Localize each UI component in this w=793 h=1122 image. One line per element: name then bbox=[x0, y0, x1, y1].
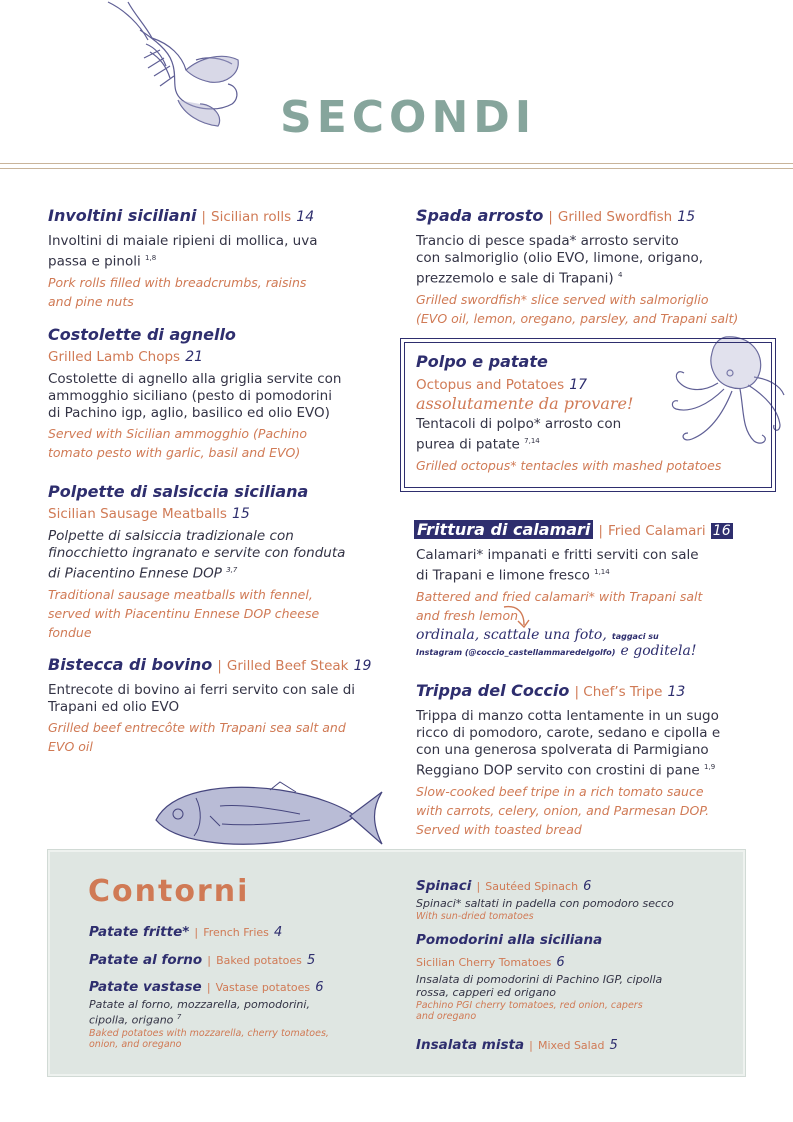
dish-price: 19 bbox=[353, 658, 372, 674]
fish-illustration bbox=[150, 772, 385, 860]
dish-name: Involtini siciliani bbox=[48, 206, 197, 225]
dish-polpo: Polpo e patate Octopus and Potatoes 17 assolutamente da provare! Tentacoli di polpo* arrosto con purea di patate $^{7,14}$ Grilled octopus* tentacles with mashed potatoes bbox=[416, 352, 761, 475]
side-patate-forno: Patate al forno | Baked potatoes 5 bbox=[89, 952, 316, 968]
dish-price: 15 bbox=[231, 506, 250, 522]
dish-english-name: Octopus and Potatoes bbox=[416, 377, 565, 393]
dish-english-name: | Chef’s Tripe bbox=[574, 684, 663, 700]
lobster-illustration bbox=[100, 0, 250, 140]
dish-english-name: Fried Calamari bbox=[607, 523, 706, 539]
dish-name: Trippa del Coccio bbox=[416, 681, 570, 700]
dish-costolette: Costolette di agnello Grilled Lamb Chops 21 Costolette di agnello alla griglia servite con ammogghio siciliano (pesto di pomodorini di Pachino igp, aglio, basilico ed olio EVO) Served with Sicilian ammogghio (Pachino tomato pesto with garlic, basil and EVO) bbox=[48, 325, 388, 462]
dish-name: Spada arrosto bbox=[416, 206, 544, 225]
dish-english-name: Grilled Lamb Chops bbox=[48, 349, 181, 365]
side-pomodorini: Pomodorini alla siciliana Sicilian Cherry Tomatoes 6 Insalata di pomodorini di Pachino IGP, cipolla rossa, capperi ed origano Pachino PGI cherry tomatoes, red onion, capers and oregano bbox=[416, 932, 663, 1022]
dish-price: 13 bbox=[667, 684, 686, 700]
dish-frittura: Frittura di calamari | Fried Calamari 16 Calamari* impanati e fritti serviti con sale di Trapani e limone fresco $^{1,14}$ Battered and fried calamari* with Trapani salt and fresh lemon bbox=[416, 520, 731, 623]
dish-name: Polpette di salsiccia siciliana bbox=[48, 482, 309, 501]
dish-bistecca: Bistecca di bovino | Grilled Beef Steak 19 Entrecote di bovino ai ferri servito con sale di Trapani ed olio EVO Grilled beef entrecôte with Trapani sea salt and EVO oil bbox=[48, 655, 372, 754]
dish-polpette: Polpette di salsiccia siciliana Sicilian Sausage Meatballs 15 Polpette di salsiccia tradizionale con finocchietto ingranato e servite con fonduta di Piacentino Ennese DOP $^{3,7}$ Traditional sausage meatballs with fennel, served with Piacentinu Ennese DOP cheese fondue bbox=[48, 482, 388, 642]
dish-price: 14 bbox=[296, 209, 315, 225]
dish-name: Frittura di calamari bbox=[414, 520, 593, 539]
instagram-promo: ordinala, scattale una foto, taggaci su bbox=[416, 627, 659, 643]
dish-involtini: Involtini siciliani | Sicilian rolls 14 Involtini di maiale ripieni di mollica, uva passa e pinoli $^{1,8}$ Pork rolls filled with breadcrumbs, raisins and pine nuts bbox=[48, 206, 318, 309]
dish-english-name: Sicilian rolls bbox=[211, 209, 292, 225]
dish-name: Costolette di agnello bbox=[48, 325, 236, 344]
dish-price: 21 bbox=[185, 349, 204, 365]
side-spinaci: Spinaci | Sautéed Spinach 6 Spinaci* saltati in padella con pomodoro secco With sun-dried tomatoes bbox=[416, 878, 674, 922]
dish-english-name: Grilled Swordfish bbox=[557, 209, 673, 225]
dish-english-name: Grilled Beef Steak bbox=[226, 658, 349, 674]
instagram-promo-line2: Instagram (@coccio_castellammaredelgolfo) e goditela! bbox=[416, 643, 697, 659]
dish-trippa: Trippa del Coccio | Chef’s Tripe 13 Trippa di manzo cotta lentamente in un sugo ricco di pomodoro, carote, sedano e cipolla e con una generosa spolverata di Parmigiano Reggiano DOP servito con crostini di pane $^{1,9}$ Slow-cooked beef tripe in a rich tomato sauce with carrots, celery, onion, and Parmesan DOP. Served with toasted bread bbox=[416, 681, 721, 837]
side-patate-fritte: Patate fritte* | French Fries 4 bbox=[89, 924, 283, 940]
dish-price: 16 bbox=[712, 523, 731, 539]
dish-name: Polpo e patate bbox=[416, 352, 548, 371]
instagram-handle: Instagram (@coccio_castellammaredelgolfo) bbox=[416, 648, 616, 657]
dish-name: Bistecca di bovino bbox=[48, 655, 213, 674]
page-title: SECONDI bbox=[280, 92, 537, 143]
section-title-contorni: Contorni bbox=[88, 874, 250, 909]
recommendation-note: assolutamente da provare! bbox=[416, 394, 634, 413]
dish-english-name: Sicilian Sausage Meatballs bbox=[48, 506, 227, 522]
side-patate-vastase: Patate vastase | Vastase potatoes 6 Patate al forno, mozzarella, pomodorini, cipolla, origano $^7$ Baked potatoes with mozzarella, cherry tomatoes, onion, and oregano bbox=[89, 979, 329, 1050]
dish-price: 17 bbox=[569, 377, 588, 393]
side-insalata-mista: Insalata mista | Mixed Salad 5 bbox=[416, 1037, 618, 1053]
dish-price: 15 bbox=[677, 209, 696, 225]
header-divider-top bbox=[0, 163, 793, 164]
dish-spada: Spada arrosto | Grilled Swordfish 15 Trancio di pesce spada* arrosto servito con salmoriglio (olio EVO, limone, origano, prezzemolo e sale di Trapani) $^4$ Grilled swordfish* slice served with salmoriglio (EVO oil, lemon, oregano, parsley, and Trapani salt) bbox=[416, 206, 739, 326]
header-divider-bottom bbox=[0, 168, 793, 169]
